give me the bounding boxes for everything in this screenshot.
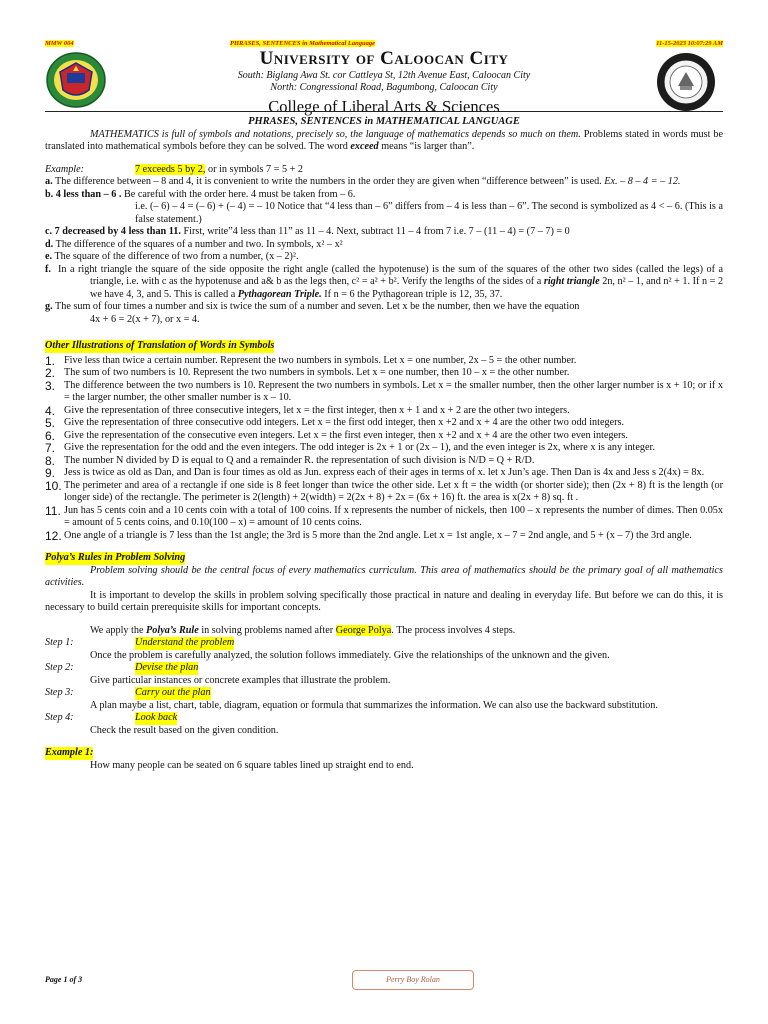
list-item-text: Give the representation for the odd and the even integers. The odd integer is 2x + 1 or (2x – 1), and the even integer is 2x, where x is any integer.	[64, 442, 655, 453]
intro-part-2: precisely so, the language of mathematics depends so much on them.	[296, 128, 581, 140]
item-g-label: g.	[45, 301, 53, 312]
intro-part-3: Problems stated in words must be translated into mathematical symbols before they can be solved. The word	[45, 128, 723, 152]
item-b-text: Be careful with the order here. 4 must be taken from – 6.	[123, 188, 356, 200]
item-g	[45, 301, 723, 314]
list-item-number: 8.	[45, 453, 56, 468]
list-item-number: 1.	[45, 353, 56, 368]
item-c-text: First, write”4 less than 11” as 11 – 4. Next, subtract 11 – 4 from 7 i.e. 7 – (11 – 4) = (7 – 7) = 0	[183, 226, 570, 237]
item-f-label: f.	[45, 263, 51, 275]
list-item-number: 2.	[45, 366, 56, 380]
item-b	[45, 189, 723, 202]
example-line	[45, 164, 723, 177]
document-body	[45, 116, 723, 772]
polya-paragraph-1: Problem solving should be the central focus of every mathematics curriculum. This area of mathematics should be the primary goal of all mathematics activities.	[45, 564, 723, 588]
polya-name: George Polya	[335, 624, 392, 636]
step-label: Step 1:	[45, 637, 74, 648]
polya-paragraph-3	[45, 625, 723, 638]
list-item-text: Five less than twice a certain number. Represent the two numbers in symbols. Let x = one number, 2x – 5 = the other number.	[64, 354, 577, 366]
list-item	[45, 455, 723, 468]
item-b-ie: i.e. (– 6) – 4 = (– 6) + (– 4) = – 10 Notice that “4 less than – 6” differs from – 4 is less than – 6”. The second is symbolized as 4 < – 6. (This is a false statement.)	[135, 201, 723, 225]
list-item-text: Give the representation of the consecutive even integers. Let x = the first even integer, then x +2 and x + 4 are the other two even integers.	[64, 429, 628, 441]
list-item-text: One angle of a triangle is 7 less than the 1st angle; the 3rd is 5 more than the 2nd angle. Let x = 1st angle, x – 7 = 2nd angle, and 5 + (x – 7) the 3rd angle.	[64, 529, 692, 541]
header-timestamp: 11-15-2023 10:07:29 AM	[656, 40, 723, 47]
list-item	[45, 355, 723, 368]
list-item	[45, 480, 723, 505]
list-item-text: Jess is twice as old as Dan, and Dan is four times as old as Jun. express each of their ages in terms of x. let x Jun’s age. Then Dan is 4x and Jess s 2(4x) = 8x.	[64, 467, 705, 478]
letterhead	[0, 48, 768, 118]
step-title: Understand the problem	[135, 637, 235, 648]
list-item-text: The difference between the two numbers is 10. Represent the two numbers in symbols. Let x = the smaller number, then the other larger number is x + 10; or if x = the larger number, the other smaller number is x – 10.	[64, 379, 723, 403]
numbered-list	[45, 355, 723, 543]
university-name: University of Caloocan City	[259, 48, 509, 69]
example-1-text: How many people can be seated on 6 square tables lined up straight end to end.	[90, 759, 414, 771]
example-label: Example:	[45, 163, 85, 175]
step-description: Check the result based on the given condition.	[90, 724, 279, 736]
polya-rule: Polya’s Rule	[146, 624, 199, 636]
intro-part-4: means “is larger than”.	[381, 141, 475, 152]
item-f-text-3: If n = 6 the Pythagorean triple is 12, 35, 37.	[324, 288, 503, 300]
step-title: Look back	[135, 712, 178, 723]
example-highlight: 7 exceeds 5 by 2,	[135, 163, 206, 175]
header-divider	[45, 111, 723, 112]
list-item	[45, 530, 723, 543]
list-item-number: 4.	[45, 403, 56, 418]
step-heading	[45, 687, 723, 700]
list-item	[45, 505, 723, 530]
list-item	[45, 367, 723, 380]
step-title: Carry out the plan	[135, 687, 211, 698]
step-label: Step 3:	[45, 687, 74, 698]
college-name: College of Liberal Arts & Sciences	[268, 97, 500, 116]
item-f	[45, 264, 723, 302]
item-a-label: a.	[45, 176, 53, 187]
list-item-text: The perimeter and area of a rectangle if one side is 8 feet longer than twice the other side. Let x ft = the width (or shorter side); then (2x + 8) ft is the length (or longer side) of the rectangle. The perimeter is 2(length) + 2(width) = 2(2x + 8) + 2x = (6x + 16) ft. the area is x(2x + 8) sq. ft .	[64, 479, 723, 503]
item-b-label: b. 4 less than – 6 .	[45, 188, 122, 200]
step-label: Step 2:	[45, 662, 74, 673]
step-label: Step 4:	[45, 712, 74, 723]
item-c-label: c. 7 decreased by 4 less than 11.	[45, 226, 181, 237]
item-a	[45, 176, 723, 189]
item-d-label: d.	[45, 238, 54, 250]
step-title: Devise the plan	[135, 662, 199, 673]
course-code: MMW 004	[45, 40, 74, 47]
polya-p3-b: in solving problems named after	[201, 624, 334, 636]
step-description: Once the problem is carefully analyzed, the solution follows immediately. Give the relationships of the unknown and the given.	[90, 649, 610, 661]
header-subject: PHRASES, SENTENCES in Mathematical Language	[230, 40, 376, 47]
step-heading	[45, 662, 723, 675]
list-item-text: The sum of two numbers is 10. Represent the two numbers in symbols. Let x = one number, then 10 – x = the other number.	[64, 367, 570, 378]
list-item-number: 11.	[45, 503, 61, 518]
step-heading	[45, 637, 723, 650]
item-e-text: The square of the difference of two from a number, (x – 2)².	[54, 251, 299, 262]
list-item-text: Give the representation of three consecutive odd integers. Let x = the first odd integer, then x +2 and x + 4 are the other two odd integers.	[64, 417, 624, 428]
item-f-right-triangle: right triangle	[543, 276, 600, 287]
intro-exceed: exceed	[350, 141, 379, 152]
polya-p3-a: We apply the	[90, 624, 144, 636]
page-number: Page 1 of 3	[45, 975, 83, 984]
intro-paragraph	[45, 129, 723, 154]
list-item	[45, 467, 723, 480]
list-item-number: 10.	[45, 478, 62, 493]
list-item	[45, 405, 723, 418]
item-f-text-1: In a right triangle the square of the side opposite the right angle (called the hypotenuse) is the sum of the squares of the other two sides (called the legs) of a triangle, i.e. with c as the hypotenuse and a& b as the legs then, c² = a² + b². Verify the lengths of the sides of a	[57, 263, 723, 287]
item-d	[45, 239, 723, 252]
author-signature-box: Perry Boy Rolan	[352, 970, 474, 990]
item-g-text: The sum of four times a number and six is twice the sum of a number and seven. Let x be the number, then we have the equation	[55, 301, 580, 312]
list-item	[45, 430, 723, 443]
south-address: South: Biglang Awa St. cor Cattleya St, 12th Avenue East, Caloocan City	[237, 70, 531, 81]
example-rest: or in symbols 7 = 5 + 2	[208, 163, 303, 175]
section-heading-other-illustrations: Other Illustrations of Translation of Words in Symbols	[45, 340, 275, 351]
list-item-text: Jun has 5 cents coin and a 10 cents coin with a total of 100 coins. If x represents the number of nickels, then 100 – x represents the number of dimes. Then 0.05x = amount of 5 cents coins, and 0.10(100 – x) = amount of 10 cents coins.	[64, 504, 723, 528]
steps-list	[45, 637, 723, 737]
polya-paragraph-2: It is important to develop the skills in problem solving specifically those practical in nature and dealing in everyday life. But before we can do this, it is necessary to build certain prerequisite skills for important concepts.	[45, 589, 723, 613]
list-item-number: 7.	[45, 441, 56, 455]
item-f-pythagorean: Pythagorean Triple.	[237, 288, 322, 300]
item-c	[45, 226, 723, 239]
item-a-example: Ex. – 8 – 4 = – 12.	[604, 176, 681, 187]
list-item	[45, 380, 723, 405]
list-item-number: 6.	[45, 428, 56, 443]
list-item-text: The number N divided by D is equal to Q and a remainder R. the representation of such division is N/D = Q + R/D.	[64, 454, 535, 466]
list-item	[45, 417, 723, 430]
example-1-label: Example 1:	[45, 747, 94, 758]
item-a-text: The difference between – 8 and 4, it is convenient to write the numbers in the order they are given when “difference between” is used.	[55, 176, 602, 187]
item-g-equation: 4x + 6 = 2(x + 7), or x = 4.	[90, 313, 200, 325]
intro-part-1: MATHEMATICS is full of symbols and notations,	[90, 128, 294, 140]
step-heading	[45, 712, 723, 725]
item-e	[45, 251, 723, 264]
north-address: North: Congressional Road, Bagumbong, Caloocan City	[270, 82, 498, 93]
item-e-label: e.	[45, 251, 53, 262]
item-f-text-2: 2n, n² – 1, and n² + 1. If n = 2 we have 4, 3, and 5. This is called a	[90, 276, 724, 300]
list-item-number: 5.	[45, 416, 56, 430]
section-heading-polya: Polya’s Rules in Problem Solving	[45, 552, 186, 563]
polya-p3-c: . The process involves 4 steps.	[391, 624, 516, 636]
document-title: PHRASES, SENTENCES in MATHEMATICAL LANGUAGE	[248, 116, 520, 127]
list-item-number: 9.	[45, 466, 56, 480]
list-item-number: 12.	[45, 528, 62, 543]
item-d-text: The difference of the squares of a number and two. In symbols, x² – x²	[55, 238, 343, 250]
list-item-number: 3.	[45, 378, 56, 393]
step-description: A plan maybe a list, chart, table, diagram, equation or formula that summarizes the information. We can also use the backward substitution.	[90, 699, 658, 711]
list-item	[45, 442, 723, 455]
list-item-text: Give the representation of three consecutive integers, let x = the first integer, then x + 1 and x + 2 are the other two integers.	[64, 404, 570, 416]
step-description: Give particular instances or concrete examples that illustrate the problem.	[90, 674, 391, 686]
